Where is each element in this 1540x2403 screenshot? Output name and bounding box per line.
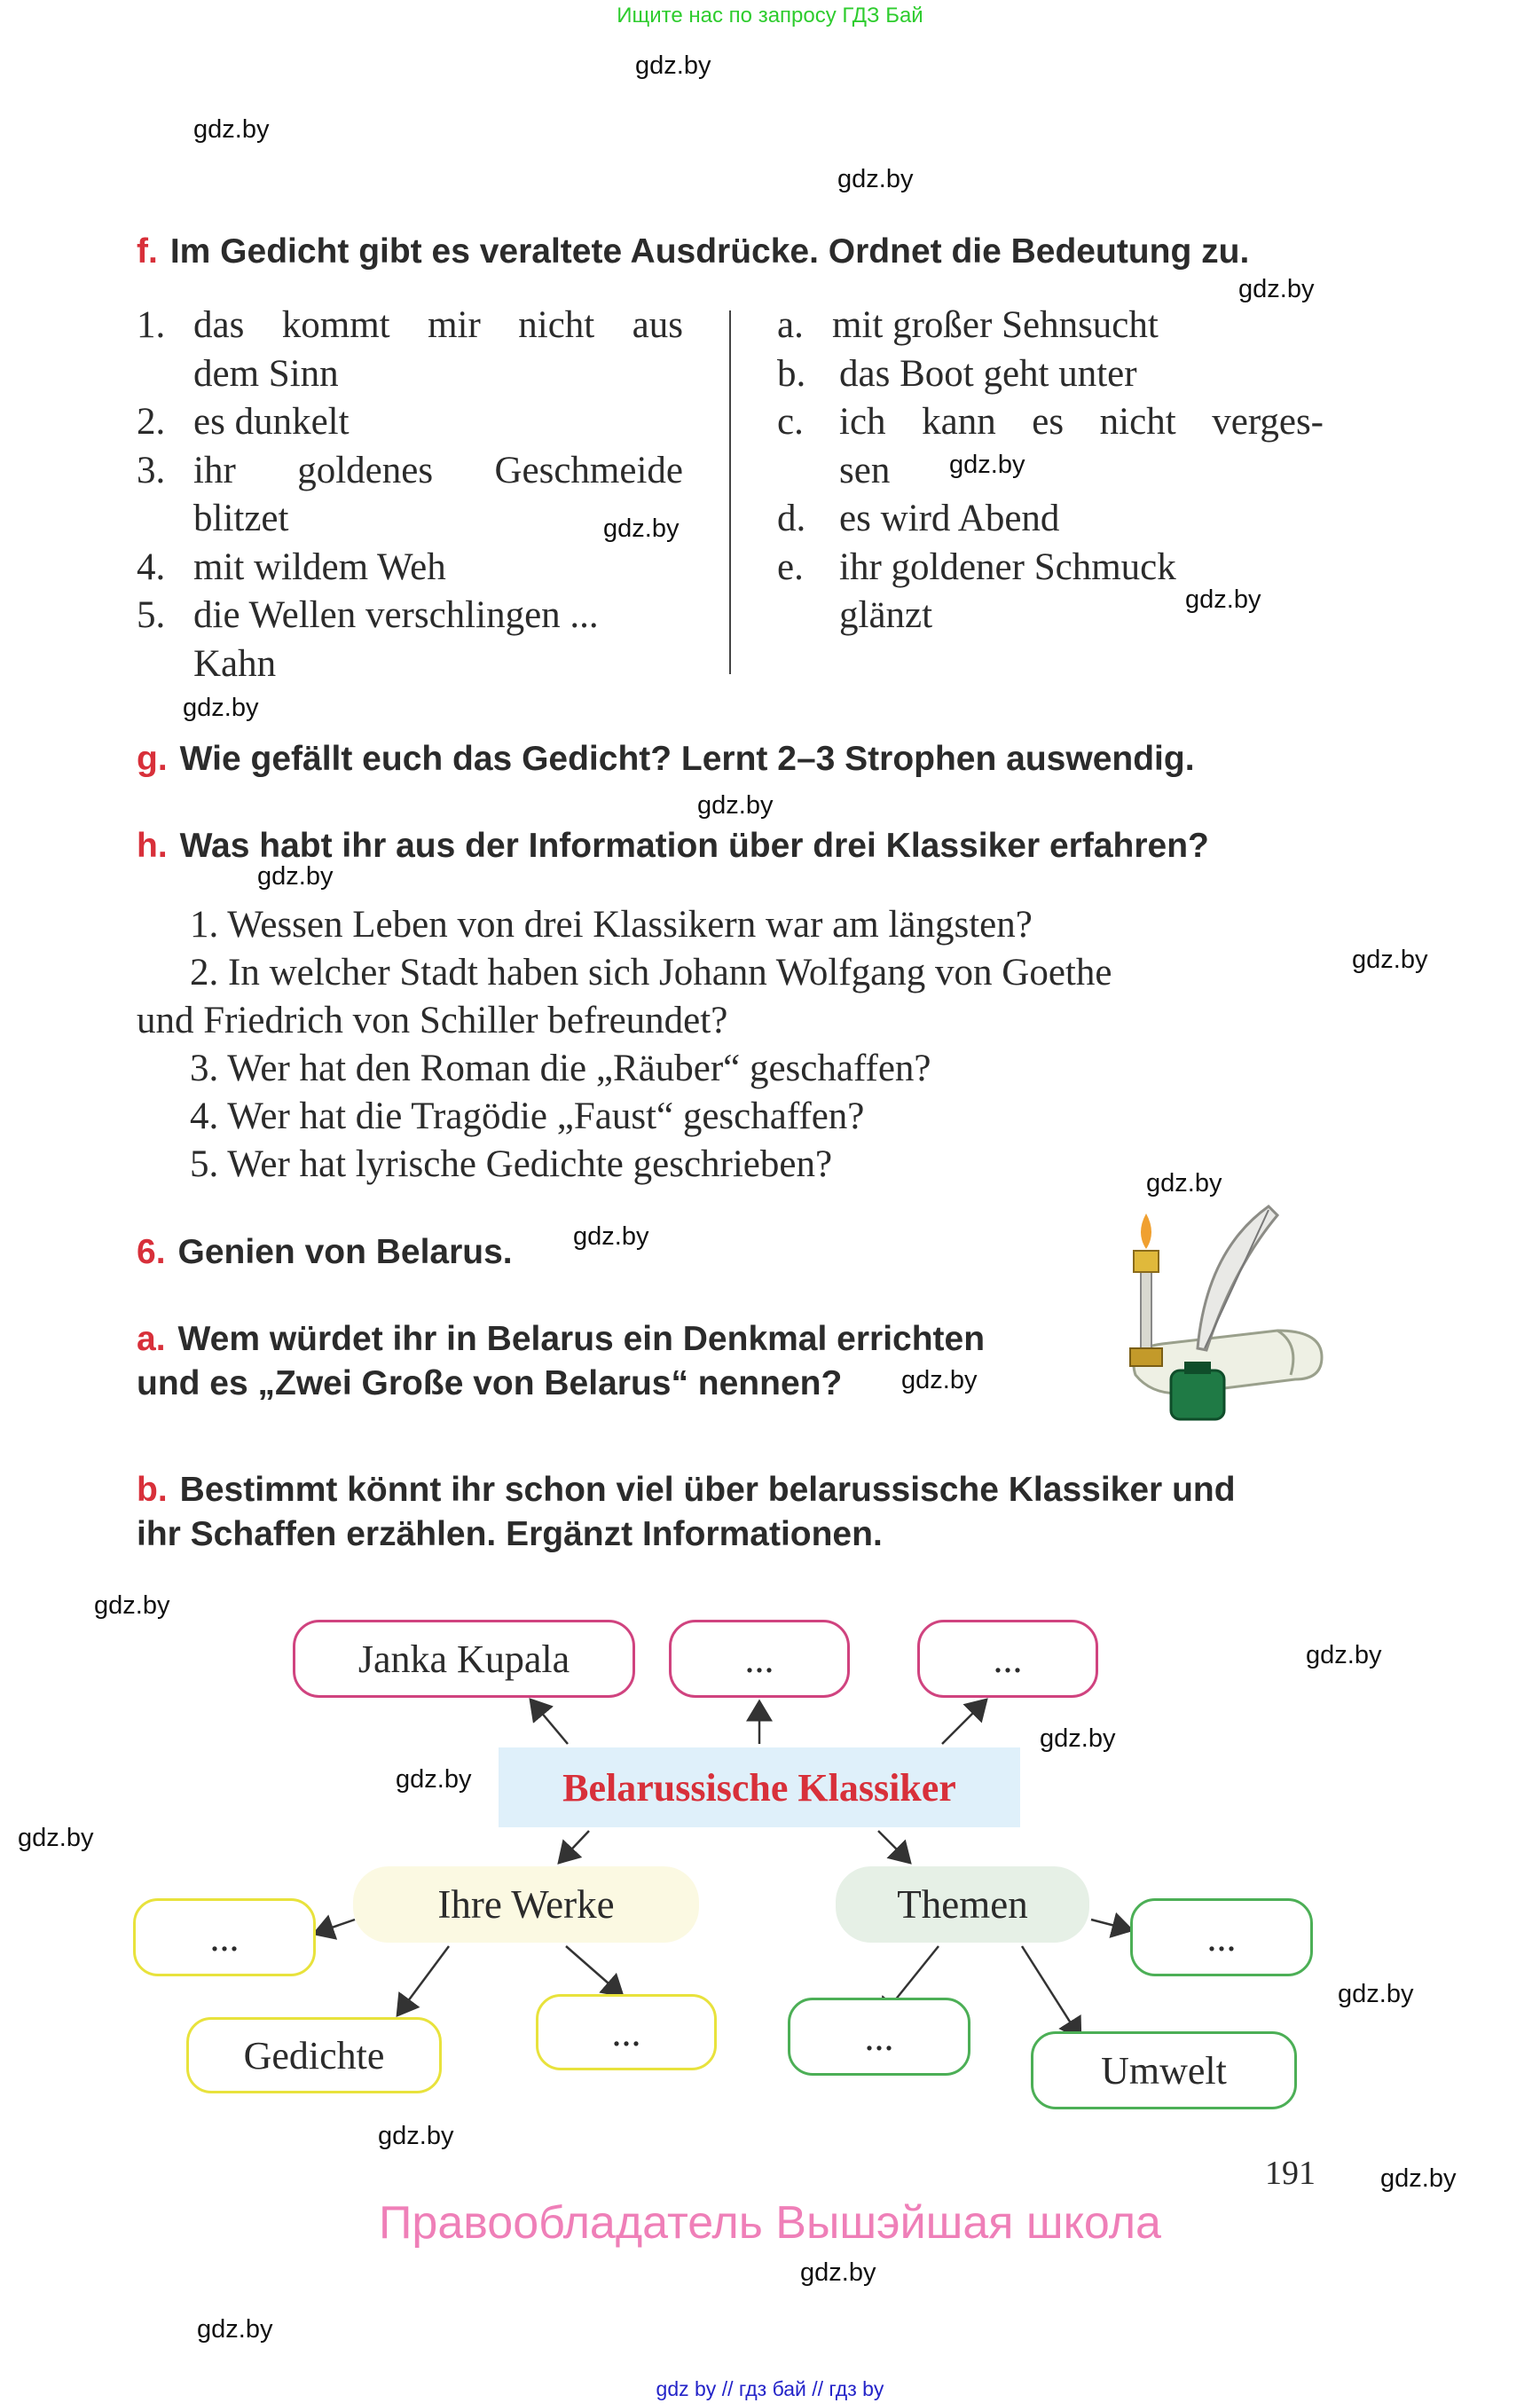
item-line: die Wellen verschlingen ... xyxy=(193,594,599,636)
watermark: gdz.by xyxy=(837,165,914,193)
item-text: es wird Abend xyxy=(839,498,1060,539)
watermark: gdz.by xyxy=(1338,1980,1414,2008)
watermark: gdz.by xyxy=(396,1765,472,1794)
watermark: gdz.by xyxy=(1238,275,1315,303)
watermark: gdz.by xyxy=(378,2122,454,2150)
task-instruction: Im Gedicht gibt es veraltete Ausdrücke. Ordnet die Bedeutung zu. xyxy=(169,232,1250,271)
watermark: gdz.by xyxy=(257,862,334,891)
watermark: gdz.by xyxy=(1040,1724,1116,1753)
rights-holder: Правообладатель Вышэйшая школа xyxy=(379,2197,1161,2249)
item-number: a. xyxy=(777,304,804,346)
item-number: 5. xyxy=(137,594,166,636)
watermark: gdz.by xyxy=(18,1824,94,1852)
item-number: 1. xyxy=(137,304,166,346)
question-3: 3. Wer hat den Roman die „Räuber“ geschaffen? xyxy=(190,1048,931,1089)
center-box-klassiker: Belarussische Klassiker xyxy=(499,1747,1020,1827)
question-2-cont: und Friedrich von Schiller befreundet? xyxy=(137,1000,728,1041)
item-text: es dunkelt xyxy=(193,401,350,443)
item-number: e. xyxy=(777,546,804,588)
search-hint: Ищите нас по запросу ГДЗ Бай xyxy=(617,4,923,27)
watermark: gdz.by xyxy=(193,115,270,144)
item-line: das kommt mir nicht aus xyxy=(193,304,683,346)
task-letter: b. xyxy=(137,1471,168,1509)
task-instruction: Wem würdet ihr in Belarus ein Denkmal errichten xyxy=(177,1320,986,1358)
werke-box-blank: ... xyxy=(133,1898,316,1976)
watermark: gdz.by xyxy=(901,1366,978,1394)
item-line: sen xyxy=(839,449,891,491)
watermark: gdz.by xyxy=(1352,946,1428,974)
task-6b-line2: ihr Schaffen erzählen. Ergänzt Informationen. xyxy=(137,1515,883,1553)
item-number: d. xyxy=(777,498,806,539)
themen-box-blank: ... xyxy=(788,1998,970,2076)
top-box-janka-kupala: Janka Kupala xyxy=(293,1620,635,1698)
themen-box-blank: ... xyxy=(1130,1898,1313,1976)
werke-node: Ihre Werke xyxy=(353,1866,699,1943)
question-1: 1. Wessen Leben von drei Klassikern war am längsten? xyxy=(190,904,1033,946)
watermark: gdz.by xyxy=(197,2315,273,2344)
task-letter: f. xyxy=(137,232,158,271)
task-number: 6. xyxy=(137,1233,166,1271)
page-number: 191 xyxy=(1265,2155,1316,2192)
watermark: gdz.by xyxy=(1185,585,1261,614)
item-line: blitzet xyxy=(193,498,289,539)
question-5: 5. Wer hat lyrische Gedichte geschrieben? xyxy=(190,1143,833,1185)
watermark: gdz.by xyxy=(603,514,680,543)
task-letter: a. xyxy=(137,1320,166,1358)
item-text: mit wildem Weh xyxy=(193,546,446,588)
watermark: gdz.by xyxy=(1306,1641,1382,1669)
themen-box-umwelt: Umwelt xyxy=(1031,2031,1297,2109)
task-instruction: Wie gefällt euch das Gedicht? Lernt 2–3 Strophen auswendig. xyxy=(179,740,1195,778)
item-number: 2. xyxy=(137,401,166,443)
question-4: 4. Wer hat die Tragödie „Faust“ geschaffen? xyxy=(190,1095,865,1137)
task-6a-line2: und es „Zwei Große von Belarus“ nennen? xyxy=(137,1364,843,1402)
watermark: gdz.by xyxy=(573,1222,649,1251)
watermark: gdz.by xyxy=(949,451,1025,479)
item-number: 4. xyxy=(137,546,166,588)
watermark: gdz.by xyxy=(800,2258,876,2287)
top-box-blank: ... xyxy=(669,1620,850,1698)
themen-node: Themen xyxy=(836,1866,1089,1943)
item-line: Kahn xyxy=(193,642,277,685)
footer-links[interactable]: gdz by // гдз бай // гдз by xyxy=(656,2377,884,2400)
watermark: gdz.by xyxy=(94,1591,170,1620)
item-number: b. xyxy=(777,352,806,395)
top-box-blank: ... xyxy=(917,1620,1098,1698)
task-letter: g. xyxy=(137,740,168,778)
item-line: dem Sinn xyxy=(193,352,339,395)
item-text: mit großer Sehnsucht xyxy=(832,304,1159,346)
item-line: glänzt xyxy=(839,594,933,636)
item-text: das Boot geht unter xyxy=(839,352,1137,395)
item-number: c. xyxy=(777,401,804,443)
watermark: gdz.by xyxy=(183,694,259,722)
task-instruction: Was habt ihr aus der Information über drei Klassiker erfahren? xyxy=(179,827,1209,865)
item-line: ich kann es nicht verges- xyxy=(839,401,1324,443)
item-line: ihr goldenes Geschmeide xyxy=(193,449,683,491)
question-2: 2. In welcher Stadt haben sich Johann Wolfgang von Goethe xyxy=(190,952,1112,993)
task-title: Genien von Belarus. xyxy=(177,1233,513,1271)
watermark: gdz.by xyxy=(1146,1169,1222,1198)
item-number: 3. xyxy=(137,449,166,491)
werke-box-blank: ... xyxy=(536,1994,717,2070)
werke-box-gedichte: Gedichte xyxy=(186,2017,442,2093)
task-instruction: Bestimmt könnt ihr schon viel über belarussische Klassiker und xyxy=(179,1471,1236,1509)
watermark: gdz.by xyxy=(697,791,774,820)
watermark: gdz.by xyxy=(1380,2164,1457,2193)
task-letter: h. xyxy=(137,827,168,865)
watermark: gdz.by xyxy=(635,51,711,80)
item-line: ihr goldener Schmuck xyxy=(839,546,1176,588)
